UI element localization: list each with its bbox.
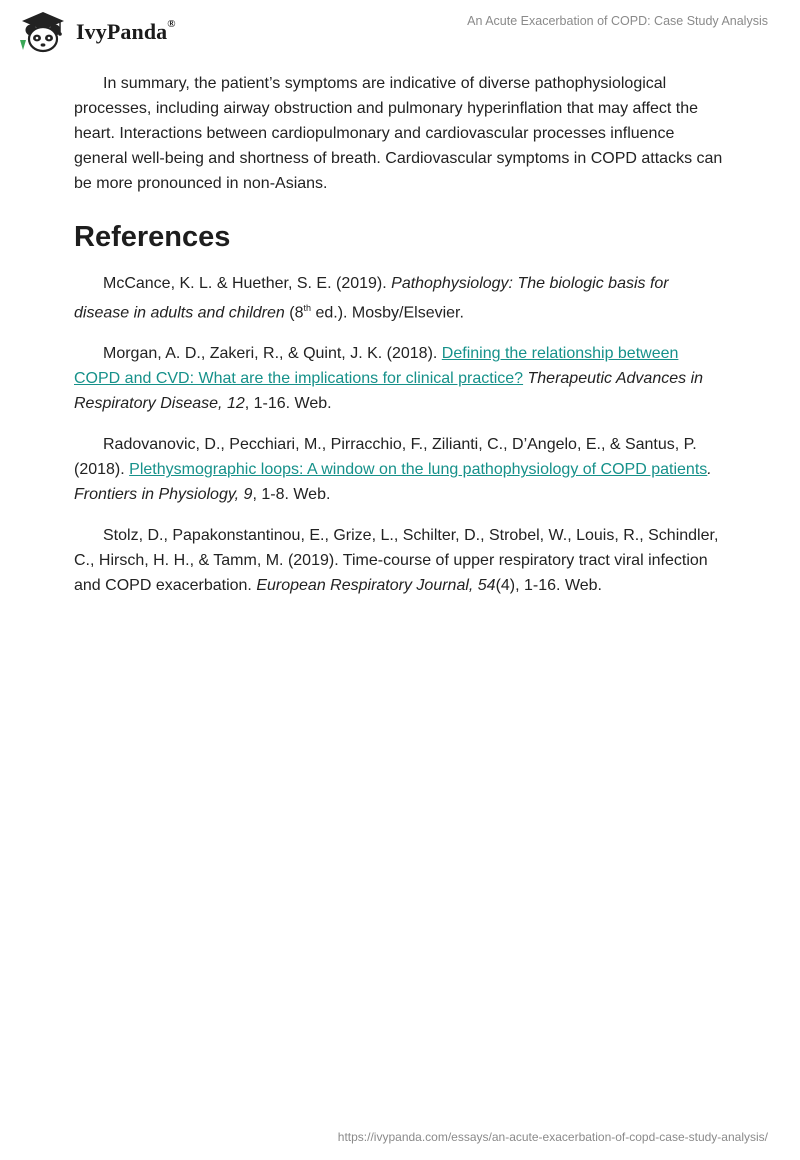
reference-item: Radovanovic, D., Pecchiari, M., Pirracchio, F., Zilianti, C., D’Angelo, E., & Santus, P. (2018). Plethysmographic loops: A window on the lung pathophysiology of COPD patients. Frontiers in Physiology, 9, 1-8. Web. xyxy=(74,436,712,504)
reference-item: Morgan, A. D., Zakeri, R., & Quint, J. K. (2018). Defining the relationship between COPD and CVD: What are the implications for clinical practice? Therapeutic Advances in Respiratory Disease, 12, 1-16. Web. xyxy=(74,345,704,413)
source-url[interactable]: https://ivypanda.com/essays/an-acute-exacerbation-of-copd-case-study-analysis/ xyxy=(337,1130,768,1144)
document-body xyxy=(74,71,726,614)
page-header xyxy=(0,0,800,60)
document-title: An Acute Exacerbation of COPD: Case Study Analysis xyxy=(467,14,768,28)
panda-graduate-icon xyxy=(14,10,72,54)
references-heading: References xyxy=(74,221,231,253)
brand-name: IvyPanda® xyxy=(76,17,176,44)
ivypanda-logo[interactable] xyxy=(14,10,176,54)
reference-item: Stolz, D., Papakonstantinou, E., Grize, L., Schilter, D., Strobel, W., Louis, R., Schindler, C., Hirsch, H. H., & Tamm, M. (2019). Time-course of upper respiratory tract viral infection and COPD exacerbation. European Respiratory Journal, 54(4), 1-16. Web. xyxy=(74,527,719,595)
reference-link[interactable]: Defining the relationship between COPD and CVD: What are the implications for clinical practice? xyxy=(74,345,679,388)
reference-link[interactable]: Plethysmographic loops: A window on the lung pathophysiology of COPD patients xyxy=(129,461,708,479)
summary-paragraph: In summary, the patient’s symptoms are indicative of diverse pathophysiological processes, including airway obstruction and pulmonary hyperinflation that may affect the heart. Interactions between cardiopulmonary and cardiovascular processes influence general well-being and shortness of breath. Cardiovascular symptoms in COPD attacks can be more pronounced in non-Asians. xyxy=(74,75,723,192)
reference-item: McCance, K. L. & Huether, S. E. (2019). Pathophysiology: The biologic basis for disease in adults and children (8th ed.). Mosby/Elsevier. xyxy=(74,275,669,322)
